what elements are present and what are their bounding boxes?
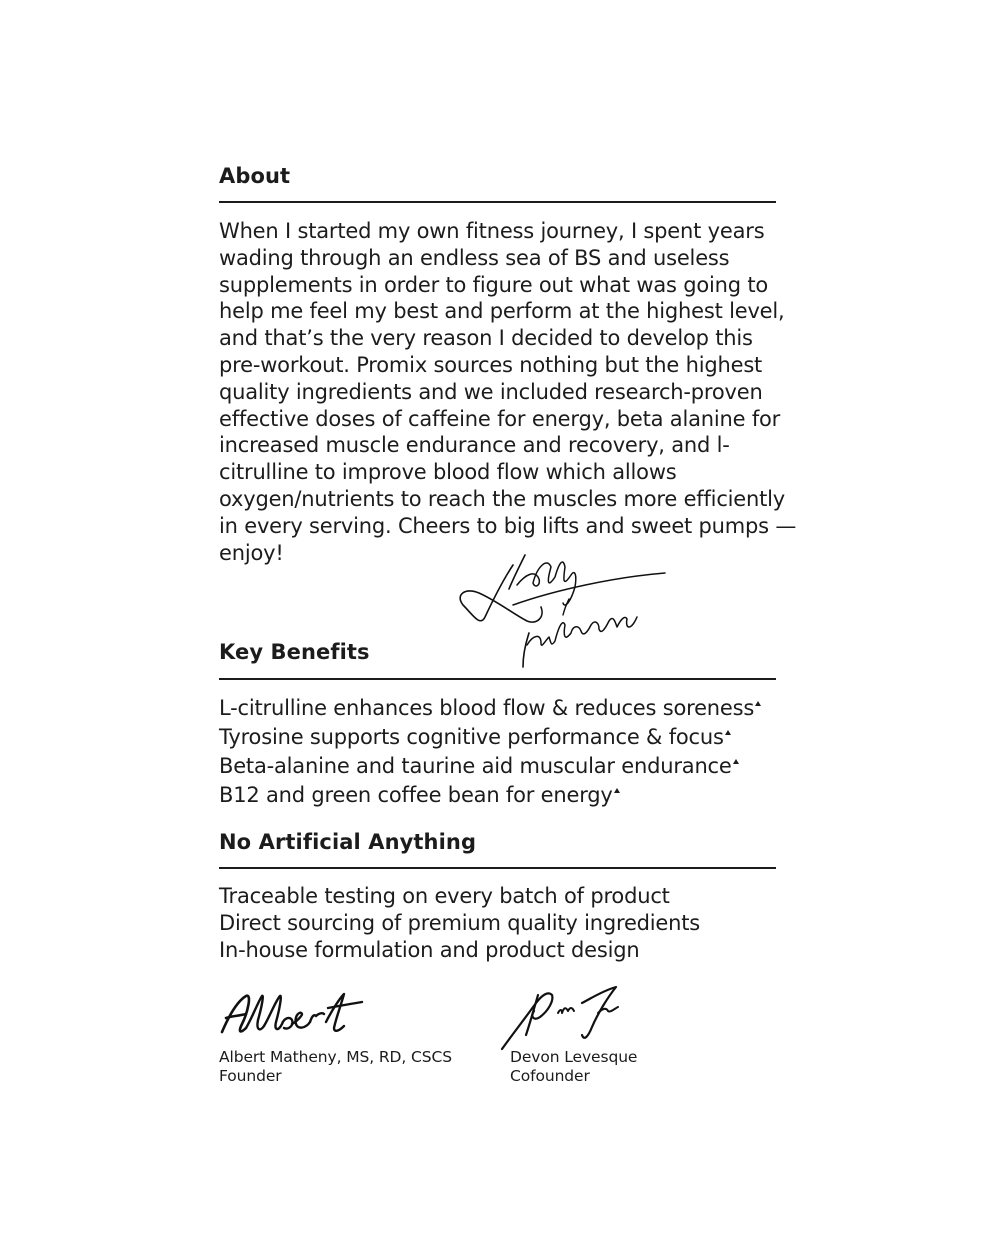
triangle-superscript-icon bbox=[614, 788, 620, 793]
list-item: Direct sourcing of premium quality ingredients bbox=[219, 911, 701, 935]
key-benefits-list bbox=[219, 694, 761, 810]
key-benefits-heading: Key Benefits bbox=[219, 640, 370, 664]
list-item: Beta-alanine and taurine aid muscular endurance bbox=[219, 752, 761, 781]
signer-title: Founder bbox=[219, 1067, 282, 1085]
list-item: Traceable testing on every batch of product bbox=[219, 884, 670, 908]
no-artificial-divider bbox=[219, 867, 776, 869]
signer-devon bbox=[510, 1048, 637, 1086]
key-benefits-divider bbox=[219, 678, 776, 680]
no-artificial-heading: No Artificial Anything bbox=[219, 830, 477, 854]
list-item: B12 and green coffee bean for energy bbox=[219, 781, 761, 810]
signer-name: Devon Levesque bbox=[510, 1048, 638, 1066]
signer-title: Cofounder bbox=[510, 1067, 590, 1085]
signer-name: Albert Matheny, MS, RD, CSCS bbox=[219, 1048, 452, 1066]
about-paragraph: When I started my own fitness journey, I spent years wading through an endless sea of BS and useless supplements in order to figure out what was going to help me feel my best and perform at the highest level, and that’s the very reason I decided to develop this pre-workout. Promix sources nothing but the highest quality ingredients and we included research-proven effective doses of caffeine for energy, beta alanine for increased muscle endurance and recovery, and l-citrulline to improve blood flow which allows oxygen/nutrients to reach the muscles more efficiently in every serving. Cheers to big lifts and sweet pumps —enjoy! bbox=[219, 219, 797, 565]
triangle-superscript-icon bbox=[725, 730, 731, 735]
list-item: In-house formulation and product design bbox=[219, 938, 640, 962]
list-item: Tyrosine supports cognitive performance & focus bbox=[219, 723, 761, 752]
albert-signature bbox=[218, 988, 368, 1040]
triangle-superscript-icon bbox=[733, 759, 739, 764]
about-heading: About bbox=[219, 164, 291, 188]
list-item: L-citrulline enhances blood flow & reduces soreness bbox=[219, 694, 761, 723]
about-divider bbox=[219, 201, 776, 203]
triangle-superscript-icon bbox=[755, 701, 761, 706]
signer-albert bbox=[219, 1048, 452, 1086]
devon-signature bbox=[498, 983, 626, 1053]
no-artificial-list bbox=[219, 883, 700, 964]
kelly-signature bbox=[455, 545, 670, 673]
